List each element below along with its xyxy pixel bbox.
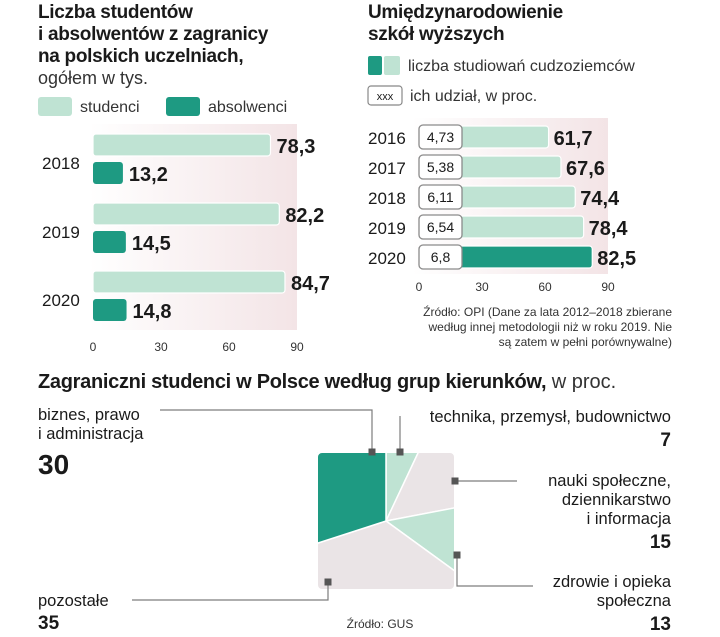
bar-students-2020	[93, 271, 285, 293]
bar-graduates-2018	[93, 162, 123, 184]
right-xtick-0: 0	[415, 280, 423, 294]
value-pozostale: 35	[38, 613, 60, 634]
left-xtick-0: 0	[89, 340, 97, 354]
leader-zdrowie-marker	[454, 552, 461, 559]
right-source-line2: według innej metodologii niż w roku 2019. Nie	[428, 320, 672, 334]
value-students-2018: 78,3	[276, 136, 316, 158]
right-chart	[368, 2, 672, 349]
value-nauki: 15	[649, 532, 671, 553]
value-share-2020: 6,8	[430, 249, 451, 265]
right-xtick-30: 30	[475, 280, 489, 294]
left-chart	[38, 2, 330, 354]
pie-title-bold: Zagraniczni studenci w Polsce według grup kierunków,	[38, 371, 547, 393]
label-biznes-0: biznes, prawo	[38, 406, 140, 424]
value-share-2016: 4,73	[426, 129, 455, 145]
pie-title-rest: w proc.	[546, 371, 617, 393]
right-title-line1: Umiędzynarodowienie	[368, 2, 563, 23]
legend-count-label: liczba studiowań cudzoziemców	[408, 58, 635, 75]
legend-share-label: ich udział, w proc.	[410, 88, 538, 105]
legend-share-box-text: xxx	[376, 91, 394, 103]
leader-zdrowie-line	[457, 555, 533, 586]
label-zdrowie-0: zdrowie i opieka	[552, 573, 671, 591]
value-graduates-2020: 14,8	[132, 301, 172, 323]
label-zdrowie-1: społeczna	[596, 592, 671, 610]
category-label-2019: 2019	[42, 223, 80, 242]
bar-students-2019	[93, 203, 279, 225]
pie-chart	[38, 371, 672, 635]
legend-count-swatch-dark	[368, 56, 382, 75]
value-graduates-2019: 14,5	[131, 233, 171, 255]
pie-square	[317, 452, 455, 590]
leader-biznes-line	[160, 410, 372, 452]
value-share-2019: 6,54	[426, 219, 455, 235]
leader-nauki-marker	[452, 478, 459, 485]
right-source-line3: są zatem w pełni porównywalne)	[498, 335, 672, 349]
legend-students-label: studenci	[80, 99, 140, 116]
bar-graduates-2019	[93, 231, 126, 253]
left-xtick-60: 60	[222, 340, 236, 354]
category-label-2018: 2018	[368, 189, 406, 208]
left-title-line3: na polskich uczelniach,	[38, 46, 244, 67]
leader-pozostale-marker	[325, 579, 332, 586]
left-title-line2: i absolwentów z zagranicy	[38, 24, 269, 45]
right-title-line2: szkół wyższych	[368, 24, 505, 45]
label-nauki-2: i informacja	[586, 510, 671, 528]
category-label-2018: 2018	[42, 154, 80, 173]
leader-technika-marker	[397, 449, 404, 456]
legend-students-swatch	[38, 97, 72, 116]
value-count-2016: 61,7	[553, 128, 593, 150]
left-title-line1: Liczba studentów	[38, 2, 193, 23]
category-label-2019: 2019	[368, 219, 406, 238]
category-label-2017: 2017	[368, 159, 406, 178]
left-subtitle: ogółem w tys.	[38, 68, 149, 88]
value-biznes: 30	[38, 449, 70, 480]
value-count-2017: 67,6	[565, 158, 605, 180]
left-xtick-30: 30	[154, 340, 168, 354]
value-graduates-2018: 13,2	[128, 164, 168, 186]
value-count-2019: 78,4	[588, 218, 628, 240]
leader-biznes-marker	[369, 449, 376, 456]
leader-pozostale-line	[132, 582, 328, 600]
legend-graduates-swatch	[166, 97, 200, 116]
value-count-2018: 74,4	[580, 188, 620, 210]
pie-title	[38, 371, 616, 393]
label-nauki-1: dziennikarstwo	[561, 491, 671, 509]
right-xtick-60: 60	[538, 280, 552, 294]
value-share-2017: 5,38	[426, 159, 455, 175]
category-label-2020: 2020	[368, 249, 406, 268]
category-label-2020: 2020	[42, 291, 80, 310]
legend-graduates-label: absolwenci	[208, 99, 288, 116]
value-technika: 7	[660, 430, 671, 451]
bar-graduates-2020	[93, 299, 127, 321]
category-label-2016: 2016	[368, 129, 406, 148]
right-source-line1: Źródło: OPI (Dane za lata 2012–2018 zbierane	[423, 305, 672, 319]
value-zdrowie: 13	[649, 614, 671, 635]
label-biznes-1: i administracja	[38, 425, 144, 443]
value-share-2018: 6,11	[427, 189, 454, 205]
left-xtick-90: 90	[290, 340, 304, 354]
value-students-2019: 82,2	[285, 205, 325, 227]
value-count-2020: 82,5	[597, 248, 637, 270]
pie-source: Źródło: GUS	[346, 617, 414, 631]
label-pozostale-0: pozostałe	[38, 592, 109, 610]
label-nauki-0: nauki społeczne,	[548, 472, 671, 490]
right-xtick-90: 90	[601, 280, 615, 294]
label-technika-0: technika, przemysł, budownictwo	[429, 408, 671, 426]
bar-students-2018	[93, 134, 270, 156]
value-students-2020: 84,7	[290, 273, 330, 295]
legend-count-swatch-light	[384, 56, 400, 75]
